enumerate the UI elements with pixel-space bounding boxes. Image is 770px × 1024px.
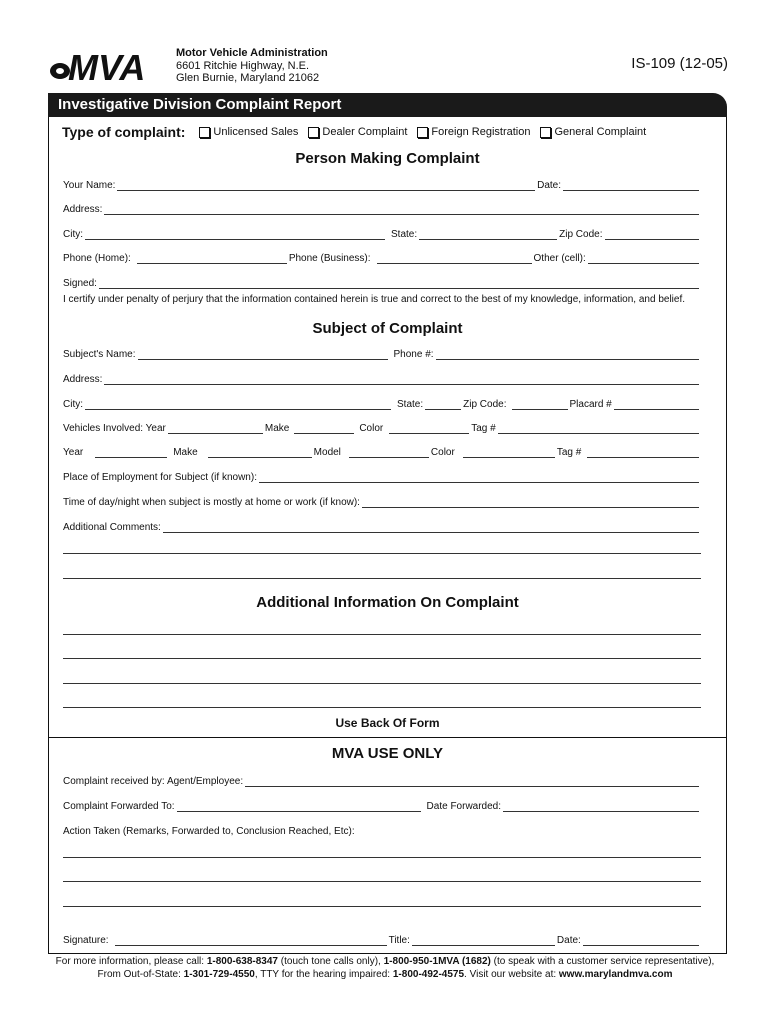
phone-home-label: Phone (Home): [63,253,131,264]
vehicle1-color-label: Color [359,423,384,434]
employment-row [63,469,701,483]
option-dealer-complaint: Dealer Complaint [322,126,408,138]
vehicle1-tag-label: Tag # [471,423,496,434]
state-field[interactable] [419,229,557,240]
signed-label: Signed: [63,278,97,289]
checkbox-dealer-complaint[interactable] [308,127,319,138]
mva-section-heading: MVA USE ONLY [331,745,444,762]
signature-label: Signature: [63,935,109,946]
subject-zip-label: Zip Code: [463,399,507,410]
form-number: IS-109 (12-05) [631,55,728,72]
city-row [63,226,701,240]
forwarded-row [63,798,701,812]
person-section-heading: Person Making Complaint [295,150,480,167]
employment-label: Place of Employment for Subject (if known): [63,472,257,483]
phone-customer-service: 1-800-950-1MVA (1682) [383,956,491,967]
additional-line[interactable] [63,683,701,684]
forwarded-to-field[interactable] [177,801,421,812]
option-unlicensed-sales: Unlicensed Sales [213,126,299,138]
time-of-day-row [63,494,701,508]
action-taken-row [63,823,701,837]
subject-name-label: Subject's Name: [63,349,136,360]
vehicle1-year-field[interactable] [168,423,263,434]
phone-tty: 1-800-492-4575 [392,968,465,980]
other-cell-label: Other (cell): [533,253,586,264]
signed-field[interactable] [99,278,699,289]
additional-line[interactable] [63,634,701,635]
certification-statement: I certify under penalty of perjury that the information contained herein is true and correct to the best of my knowledge, information, and belief. [63,294,686,305]
vehicle1-make-field[interactable] [294,423,354,434]
additional-section-heading: Additional Information On Complaint [256,594,519,611]
zip-label: Zip Code: [559,229,603,240]
state-label: State: [391,229,418,240]
checkbox-foreign-registration[interactable] [417,127,428,138]
complaint-type-label: Type of complaint: [62,124,186,140]
subject-city-field[interactable] [85,399,391,410]
use-back-note: Use Back Of Form [335,716,440,730]
vehicle2-model-label: Model [313,447,341,458]
checkbox-general-complaint[interactable] [540,127,551,138]
comments-row [63,519,701,533]
other-cell-field[interactable] [588,253,699,264]
city-field[interactable] [85,229,385,240]
comments-label: Additional Comments: [63,522,161,533]
date-forwarded-label: Date Forwarded: [426,801,502,812]
complaint-type-row [62,124,646,140]
option-general-complaint: General Complaint [554,126,647,138]
phone-business-label: Phone (Business): [288,253,371,264]
your-name-field[interactable] [117,180,535,191]
vehicle1-tag-field[interactable] [498,423,699,434]
vehicle2-make-field[interactable] [208,447,312,458]
vehicle2-model-field[interactable] [349,447,429,458]
your-name-row [63,177,701,191]
address-row [63,201,701,215]
signature-field[interactable] [115,935,387,946]
subject-phone-label: Phone #: [393,349,434,360]
employment-field[interactable] [259,472,699,483]
title-label: Title: [388,935,410,946]
vehicle2-color-label: Color [430,447,455,458]
phone-home-field[interactable] [137,253,287,264]
signature-date-label: Date: [556,935,581,946]
action-taken-label: Action Taken (Remarks, Forwarded to, Conclusion Reached, Etc): [63,826,355,837]
subject-name-field[interactable] [138,349,388,360]
subject-address-field[interactable] [104,374,699,385]
subject-state-field[interactable] [425,399,461,410]
vehicle2-tag-label: Tag # [556,447,582,458]
vehicle1-make-label: Make [264,423,290,434]
phone-touch-tone: 1-800-638-8347 [206,956,278,967]
vehicle1-row [63,420,701,434]
subject-state-label: State: [397,399,424,410]
title-field[interactable] [412,935,555,946]
forwarded-to-label: Complaint Forwarded To: [63,801,175,812]
placard-label: Placard # [569,399,612,410]
subject-city-label: City: [63,399,83,410]
vehicle2-color-field[interactable] [463,447,555,458]
footer-text: (to speak with a customer service representative), [490,956,715,967]
your-name-label: Your Name: [63,180,116,191]
date-forwarded-field[interactable] [503,801,699,812]
org-address [176,47,328,85]
signed-row [63,275,701,289]
vehicle2-tag-field[interactable] [587,447,699,458]
footer-text: . Visit our website at: [464,968,559,980]
vehicle2-row [63,444,701,458]
vehicle2-year-field[interactable] [95,447,167,458]
footer-text: From Out-of-State: [97,968,184,980]
date-label: Date: [537,180,561,191]
subject-city-row [63,396,701,410]
received-by-label: Complaint received by: Agent/Employee: [63,776,244,787]
vehicle2-year-label: Year [63,447,84,458]
form-title: Investigative Division Complaint Report [58,96,342,113]
city-label: City: [63,229,83,240]
received-by-row [63,773,701,787]
phone-out-of-state: 1-301-729-4550 [183,968,255,980]
org-address-line1: 6601 Ritchie Highway, N.E. [176,59,310,72]
phone-row [63,250,701,264]
time-of-day-label: Time of day/night when subject is mostly at home or work (if know): [63,497,360,508]
checkbox-unlicensed-sales[interactable] [199,127,210,138]
action-line[interactable] [63,857,701,858]
address-label: Address: [63,204,103,215]
additional-line[interactable] [63,658,701,659]
comments-line[interactable] [63,578,701,579]
zip-field[interactable] [605,229,700,240]
vehicle2-make-label: Make [173,447,198,458]
signature-row [63,932,701,946]
signature-date-field[interactable] [583,935,699,946]
subject-phone-field[interactable] [436,349,699,360]
org-address-line2: Glen Burnie, Maryland 21062 [176,72,320,84]
action-line[interactable] [63,906,701,907]
address-field[interactable] [104,204,699,215]
comments-field[interactable] [163,522,699,533]
footer-contact [30,956,740,981]
action-line[interactable] [63,881,701,882]
placard-field[interactable] [614,399,699,410]
phone-business-field[interactable] [377,253,532,264]
footer-text: (touch tone calls only), [278,956,384,967]
subject-section-heading: Subject of Complaint [312,320,463,337]
option-foreign-registration: Foreign Registration [431,126,531,138]
received-by-field[interactable] [245,776,699,787]
vehicle1-year-label: Vehicles Involved: Year [63,423,166,434]
comments-line[interactable] [63,553,701,554]
mva-section-divider [48,737,727,738]
logo-text: MVA [68,48,146,84]
subject-zip-field[interactable] [512,399,568,410]
mva-logo [48,48,170,84]
subject-address-label: Address: [63,374,103,385]
date-field[interactable] [563,180,699,191]
footer-text: For more information, please call: [55,956,207,967]
time-of-day-field[interactable] [362,497,699,508]
vehicle1-color-field[interactable] [389,423,469,434]
title-bar [48,93,727,117]
org-name: Motor Vehicle Administration [176,47,328,59]
footer-text: , TTY for the hearing impaired: [254,968,393,980]
additional-line[interactable] [63,707,701,708]
subject-name-row [63,346,701,360]
subject-address-row [63,371,701,385]
website-link[interactable]: www.marylandmva.com [558,968,673,980]
